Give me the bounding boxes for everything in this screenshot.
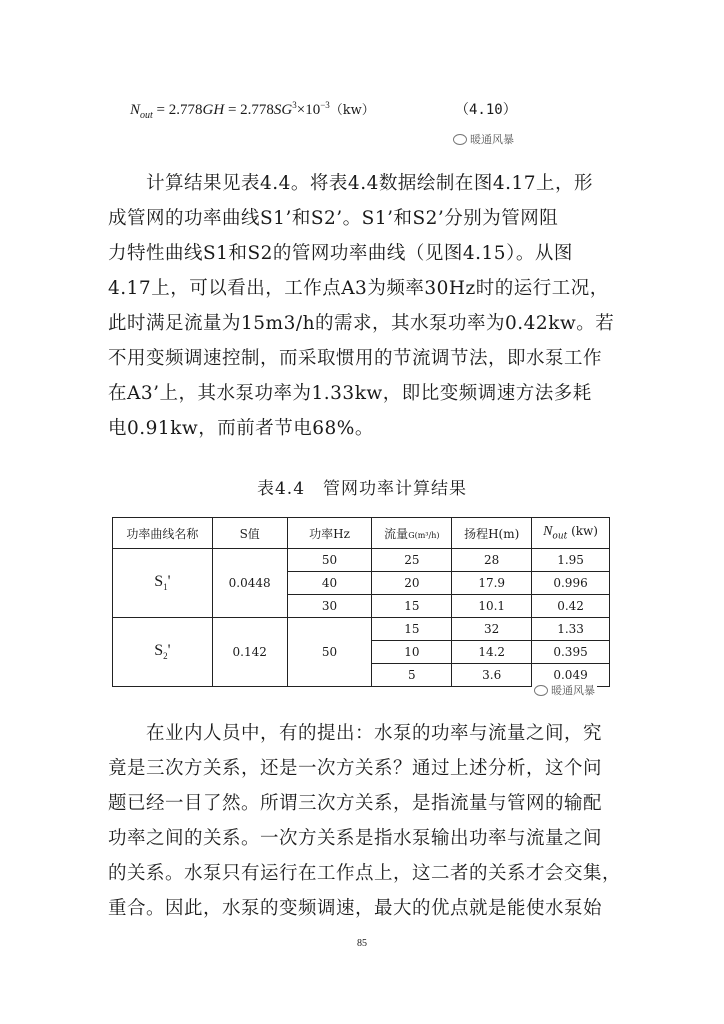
cell-hz: 30: [287, 595, 372, 618]
curve-name-s1: [113, 549, 213, 618]
text-line: 此时满足流量为15m3/h的需求，其水泵功率为0.42kw。若: [108, 313, 615, 334]
formula-eq1: = 2.778: [152, 102, 203, 118]
text-line: 电0.91kw，而前者节电68%。: [108, 418, 374, 439]
cell-head: 14.2: [452, 641, 532, 664]
header-flow-label: 流量: [384, 526, 409, 541]
watermark-logo-icon: [453, 134, 467, 145]
cell-flow: 20: [372, 572, 452, 595]
text-line: 的关系。水泵只有运行在工作点上，这二者的关系才会交集，: [108, 863, 622, 884]
text-line: 成管网的功率曲线S1’和S2’。S1’和S2’分别为管网阻: [108, 208, 559, 229]
cell-nout: 0.42: [532, 595, 610, 618]
page-number: 85: [357, 938, 367, 949]
cell-flow: 25: [372, 549, 452, 572]
cell-nout: 1.33: [532, 618, 610, 641]
table-caption-number: 表4.4: [256, 479, 306, 499]
cell-nout: 1.95: [532, 549, 610, 572]
formula-sg: SG: [273, 102, 293, 118]
formula-unit: （kw）: [329, 103, 375, 118]
watermark-logo-icon: [534, 685, 548, 696]
header-head: 扬程H(m): [452, 518, 532, 549]
cell-head: 10.1: [452, 595, 532, 618]
formula-4-10: [130, 99, 375, 121]
cell-hz: 50: [287, 549, 372, 572]
text-line: 在业内人员中，有的提出：水泵的功率与流量之间，究: [146, 723, 603, 744]
cell-nout: 0.049: [532, 664, 610, 687]
header-curve-name: 功率曲线名称: [113, 518, 213, 549]
curve-s1-mark: ': [167, 573, 171, 591]
formula-times: ×10: [296, 102, 321, 118]
table-caption: [0, 474, 724, 499]
paragraph-results: [108, 166, 618, 446]
watermark-table: [532, 682, 597, 698]
cell-flow: 5: [372, 664, 452, 687]
cell-flow: 10: [372, 641, 452, 664]
header-s-value: S值: [212, 518, 287, 549]
curve-s1-sub: 1: [163, 582, 168, 593]
cell-head: 17.9: [452, 572, 532, 595]
curve-s2-letter: S: [154, 642, 164, 660]
header-nout-sub: out: [552, 531, 568, 542]
cell-nout: 0.395: [532, 641, 610, 664]
formula-sg-sup: 3: [292, 100, 297, 110]
watermark-top: [453, 131, 514, 147]
watermark-text: 暖通风暴: [470, 133, 514, 146]
text-line: 4.17上，可以看出，工作点A3为频率30Hz时的运行工况，: [108, 278, 609, 299]
cell-flow: 15: [372, 595, 452, 618]
paragraph-analysis: [108, 716, 622, 926]
text-line: 在A3’上，其水泵功率为1.33kw，即比变频调速方法多耗: [108, 383, 592, 404]
cell-hz: 40: [287, 572, 372, 595]
text-line: 重合。因此，水泵的变频调速，最大的优点就是能使水泵始: [108, 898, 603, 919]
header-power-hz: 功率Hz: [287, 518, 372, 549]
text-line: 不用变频调速控制，而采取惯用的节流调节法，即水泵工作: [108, 348, 603, 369]
header-nout: [532, 518, 610, 549]
text-line: 功率之间的关系。一次方关系是指水泵输出功率与流量之间: [108, 828, 603, 849]
cell-head: 3.6: [452, 664, 532, 687]
table-header-row: [113, 518, 610, 549]
header-flow: [372, 518, 452, 549]
curve-s2-mark: ': [167, 642, 171, 660]
cell-nout: 0.996: [532, 572, 610, 595]
text-line: 力特性曲线S1和S2的管网功率曲线（见图4.15）。从图: [108, 243, 573, 264]
curve-name-s2: [113, 618, 213, 687]
text-line: 题已经一目了然。所谓三次方关系，是指流量与管网的输配: [108, 793, 603, 814]
header-flow-unit: G(m³/h): [408, 530, 440, 540]
table-caption-title: 管网功率计算结果: [323, 479, 468, 499]
header-nout-unit: (kw): [567, 524, 598, 539]
curve-s1-letter: S: [154, 573, 164, 591]
s1-value: 0.0448: [212, 549, 287, 618]
table-row: [113, 618, 610, 641]
header-nout-symbol: N: [543, 524, 553, 540]
power-result-table: [112, 517, 610, 687]
s2-hz: 50: [287, 618, 372, 687]
formula-exp: −3: [320, 100, 330, 110]
text-line: 竟是三次方关系，还是一次方关系？通过上述分析，这个问: [108, 758, 603, 779]
cell-head: 32: [452, 618, 532, 641]
formula-gh: GH: [202, 102, 225, 118]
formula-lhs-sub: out: [140, 110, 153, 121]
formula-eq2: = 2.778: [224, 102, 274, 118]
cell-head: 28: [452, 549, 532, 572]
curve-s2-sub: 2: [163, 651, 168, 662]
equation-number: （4.10）: [455, 102, 517, 118]
table-row: [113, 549, 610, 572]
s2-value: 0.142: [212, 618, 287, 687]
formula-lhs: N: [130, 102, 141, 118]
watermark-text: 暖通风暴: [551, 684, 595, 697]
text-line: 计算结果见表4.4。将表4.4数据绘制在图4.17上，形: [146, 173, 594, 194]
cell-flow: 15: [372, 618, 452, 641]
